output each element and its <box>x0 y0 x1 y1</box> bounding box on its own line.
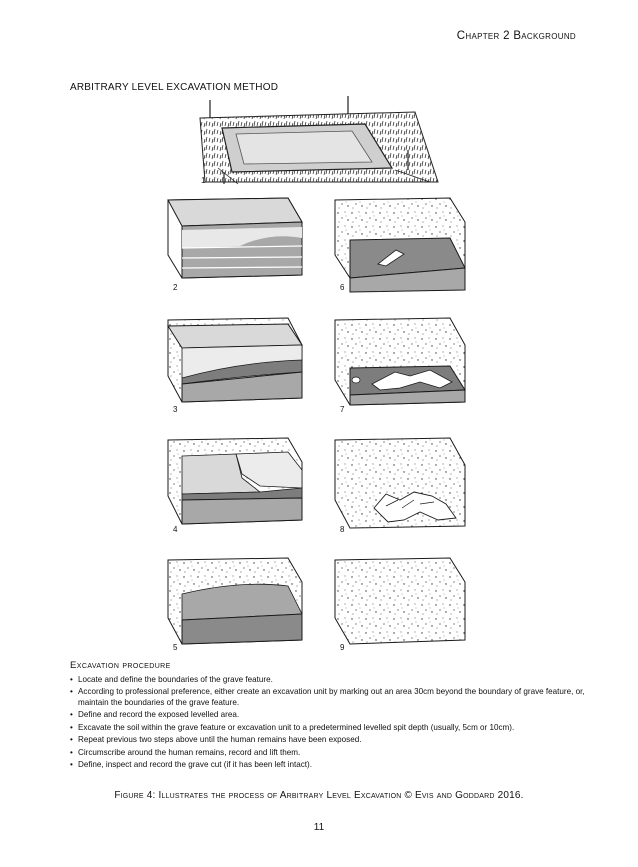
panel-label-5: 5 <box>173 643 178 652</box>
panel-label-1: 1 <box>201 176 206 185</box>
excavation-procedure <box>70 661 590 773</box>
panel-1 <box>200 96 438 185</box>
procedure-steps <box>70 675 590 771</box>
procedure-step: • Define, inspect and record the grave cut (if it has been left intact). <box>70 760 590 771</box>
panel-3 <box>168 318 302 414</box>
procedure-step: • Repeat previous two steps above until the human remains have been exposed. <box>70 735 590 746</box>
panel-2 <box>168 198 302 292</box>
panel-label-4: 4 <box>173 525 178 534</box>
procedure-step: • Define and record the exposed levelled area. <box>70 710 590 721</box>
page-number: 11 <box>313 822 325 833</box>
procedure-step: • Circumscribe around the human remains, record and lift them. <box>70 748 590 759</box>
panel-label-2: 2 <box>173 283 178 292</box>
figure-caption: Figure 4: Illustrates the process of Arbitrary Level Excavation © Evis and Goddard 2016. <box>114 790 524 801</box>
chapter-header: Chapter 2 Background <box>456 30 576 42</box>
panel-7 <box>335 318 465 414</box>
section-title: ARBITRARY LEVEL EXCAVATION METHOD <box>70 82 279 93</box>
panel-5 <box>168 558 302 652</box>
panel-label-9: 9 <box>340 643 345 652</box>
panel-9 <box>335 558 465 652</box>
panel-label-8: 8 <box>340 525 345 534</box>
panel-label-3: 3 <box>173 405 178 414</box>
panel-label-7: 7 <box>340 405 345 414</box>
procedure-step: • According to professional preference, either create an excavation unit by marking out an area 30cm beyond the boundary of grave feature, or, maintain the boundaries of the grave feature. <box>70 687 590 708</box>
procedure-step: • Excavate the soil within the grave feature or excavation unit to a predetermined levelled spit depth (usually, 5cm or 10cm). <box>70 723 590 734</box>
panel-label-6: 6 <box>340 283 345 292</box>
panel-4 <box>168 438 302 534</box>
panel-8 <box>335 438 465 534</box>
procedure-title: Excavation procedure <box>70 660 171 671</box>
procedure-step: • Locate and define the boundaries of the grave feature. <box>70 675 590 686</box>
panel-6 <box>335 198 465 292</box>
